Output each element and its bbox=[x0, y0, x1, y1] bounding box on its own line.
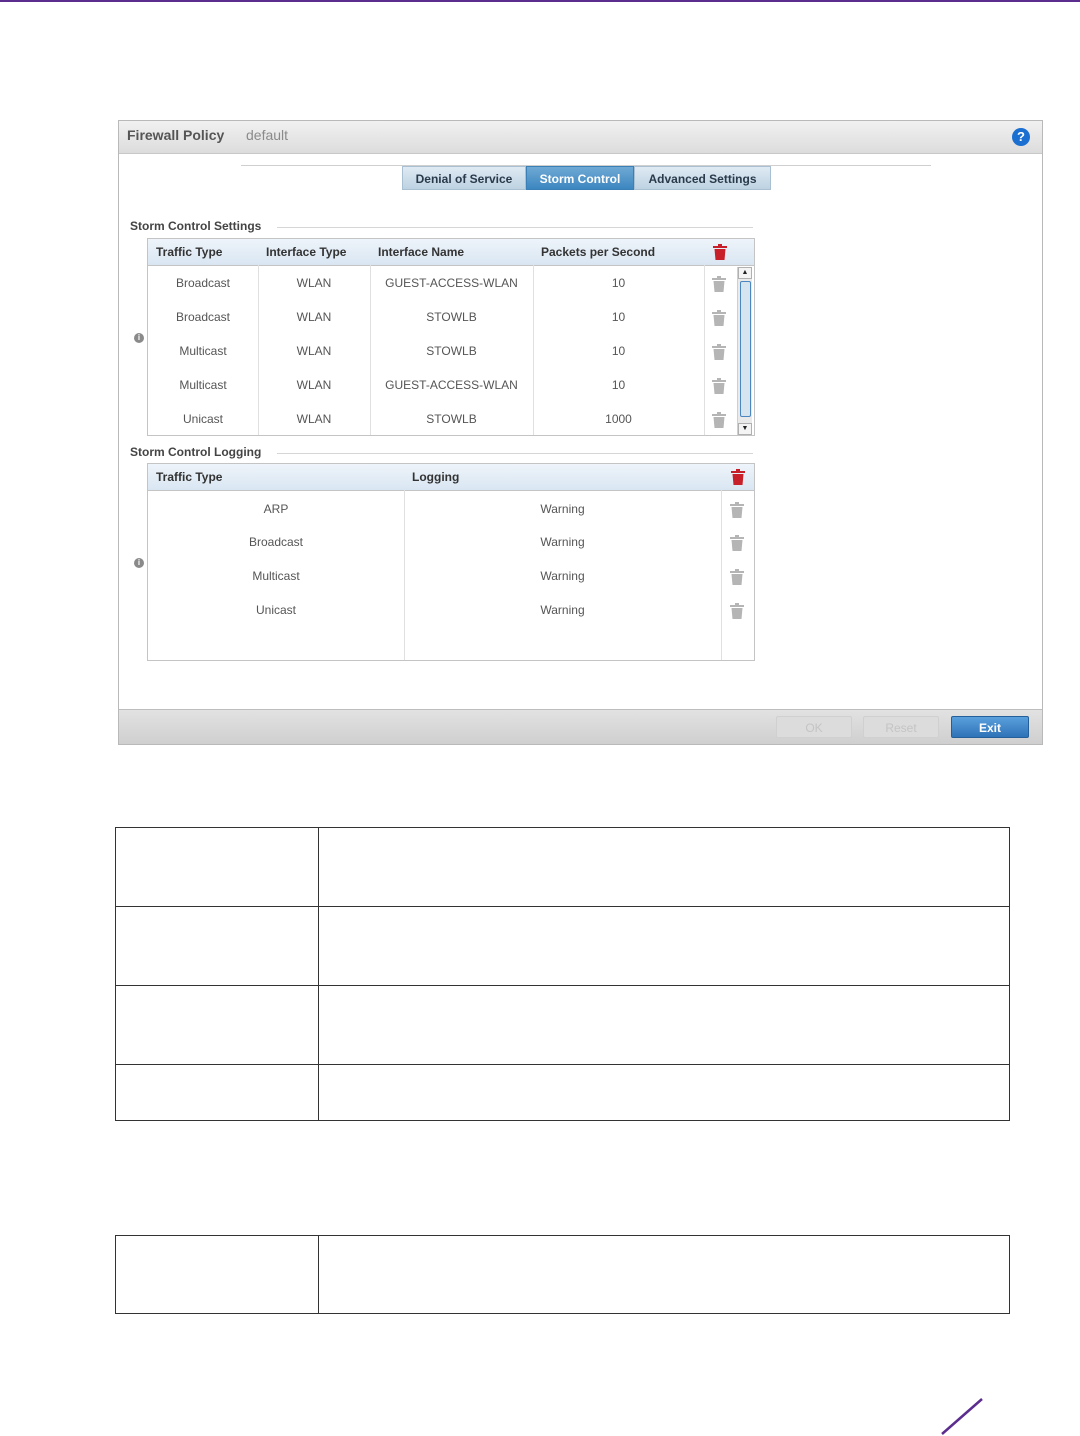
logging-cell: Warning bbox=[540, 569, 585, 583]
table-cell bbox=[319, 986, 1010, 1065]
trash-icon[interactable] bbox=[712, 412, 726, 428]
traffic-type-cell: Multicast bbox=[252, 569, 300, 583]
interface-type-cell: WLAN bbox=[296, 412, 332, 426]
scroll-down-arrow-icon[interactable]: ▼ bbox=[738, 423, 752, 435]
section-rule bbox=[277, 227, 753, 228]
column-header-packets-per-second[interactable]: Packets per Second bbox=[541, 245, 656, 259]
trash-icon[interactable] bbox=[730, 603, 744, 619]
trash-icon[interactable] bbox=[730, 535, 744, 551]
traffic-type-cell: Broadcast bbox=[175, 310, 231, 324]
table-row bbox=[116, 1236, 1010, 1314]
delete-all-trash-icon[interactable] bbox=[713, 244, 727, 260]
table-cell bbox=[319, 1065, 1010, 1121]
tab-advanced-settings[interactable]: Advanced Settings bbox=[634, 166, 771, 190]
trash-icon[interactable] bbox=[712, 276, 726, 292]
table-row bbox=[116, 828, 1010, 907]
tab-denial-of-service[interactable]: Denial of Service bbox=[402, 166, 526, 190]
table-row bbox=[116, 986, 1010, 1065]
trash-icon[interactable] bbox=[712, 378, 726, 394]
logging-parameter-table bbox=[115, 1235, 1010, 1314]
column-divider bbox=[721, 490, 722, 661]
table-cell bbox=[319, 1236, 1010, 1314]
dialog-title: Firewall Policy bbox=[127, 127, 225, 143]
ok-button[interactable]: OK bbox=[776, 716, 852, 738]
packets-per-second-cell: 10 bbox=[611, 378, 626, 392]
scroll-up-arrow-icon[interactable]: ▲ bbox=[738, 267, 752, 279]
tab-storm-control[interactable]: Storm Control bbox=[526, 166, 634, 190]
table-row bbox=[116, 1065, 1010, 1121]
vertical-scrollbar[interactable] bbox=[737, 267, 752, 435]
table-header bbox=[148, 464, 754, 491]
interface-name-cell: STOWLB bbox=[426, 310, 477, 324]
interface-name-cell: GUEST-ACCESS-WLAN bbox=[385, 378, 518, 392]
table-cell bbox=[319, 907, 1010, 986]
column-header-interface-name[interactable]: Interface Name bbox=[378, 245, 465, 259]
table-cell bbox=[116, 828, 319, 907]
storm-control-logging-table bbox=[147, 463, 755, 661]
section-rule bbox=[277, 453, 753, 454]
question-icon[interactable]: ? bbox=[1012, 128, 1030, 146]
logging-cell: Warning bbox=[540, 603, 585, 617]
table-cell bbox=[116, 1065, 319, 1121]
trash-icon[interactable] bbox=[712, 344, 726, 360]
column-header-traffic-type[interactable]: Traffic Type bbox=[156, 470, 223, 484]
table-cell bbox=[116, 986, 319, 1065]
storm-control-logging-label: Storm Control Logging bbox=[130, 445, 262, 459]
delete-all-trash-icon[interactable] bbox=[731, 469, 745, 485]
logging-cell: Warning bbox=[540, 502, 585, 516]
top-accent-line bbox=[0, 0, 1080, 2]
policy-name: default bbox=[246, 127, 289, 143]
table-cell bbox=[116, 1236, 319, 1314]
packets-per-second-cell: 10 bbox=[611, 344, 626, 358]
reset-button[interactable]: Reset bbox=[863, 716, 939, 738]
table-cell bbox=[319, 828, 1010, 907]
column-divider bbox=[704, 265, 705, 436]
interface-type-cell: WLAN bbox=[296, 276, 332, 290]
traffic-type-cell: Multicast bbox=[179, 344, 227, 358]
table-header bbox=[148, 239, 754, 266]
interface-name-cell: GUEST-ACCESS-WLAN bbox=[385, 276, 518, 290]
interface-name-cell: STOWLB bbox=[426, 344, 477, 358]
trash-icon[interactable] bbox=[712, 310, 726, 326]
storm-control-settings-table bbox=[147, 238, 755, 436]
traffic-type-cell: Multicast bbox=[179, 378, 227, 392]
column-header-logging[interactable]: Logging bbox=[412, 470, 460, 484]
dialog-footer bbox=[119, 709, 1042, 744]
storm-control-settings-label: Storm Control Settings bbox=[130, 219, 262, 233]
packets-per-second-cell: 10 bbox=[611, 276, 626, 290]
column-header-interface-type[interactable]: Interface Type bbox=[266, 245, 347, 259]
packets-per-second-cell: 10 bbox=[611, 310, 626, 324]
traffic-type-cell: Broadcast bbox=[248, 535, 304, 549]
trash-icon[interactable] bbox=[730, 502, 744, 518]
info-icon: i bbox=[134, 558, 144, 568]
trash-icon[interactable] bbox=[730, 569, 744, 585]
info-icon: i bbox=[134, 333, 144, 343]
scrollbar-thumb[interactable] bbox=[740, 281, 751, 417]
logging-cell: Warning bbox=[540, 535, 585, 549]
table-cell bbox=[116, 907, 319, 986]
table-row bbox=[116, 907, 1010, 986]
interface-type-cell: WLAN bbox=[296, 310, 332, 324]
exit-button[interactable]: Exit bbox=[951, 716, 1029, 738]
dialog-title-bar bbox=[119, 121, 1042, 154]
page-corner-slash-icon bbox=[940, 1398, 984, 1436]
interface-type-cell: WLAN bbox=[296, 378, 332, 392]
column-header-traffic-type[interactable]: Traffic Type bbox=[156, 245, 223, 259]
parameter-table bbox=[115, 827, 1010, 1121]
traffic-type-cell: Unicast bbox=[255, 603, 296, 617]
interface-name-cell: STOWLB bbox=[426, 412, 477, 426]
traffic-type-cell: Broadcast bbox=[175, 276, 231, 290]
packets-per-second-cell: 1000 bbox=[605, 412, 632, 426]
traffic-type-cell: Unicast bbox=[182, 412, 223, 426]
firewall-policy-dialog bbox=[118, 120, 1043, 745]
interface-type-cell: WLAN bbox=[296, 344, 332, 358]
traffic-type-cell: ARP bbox=[263, 502, 289, 516]
